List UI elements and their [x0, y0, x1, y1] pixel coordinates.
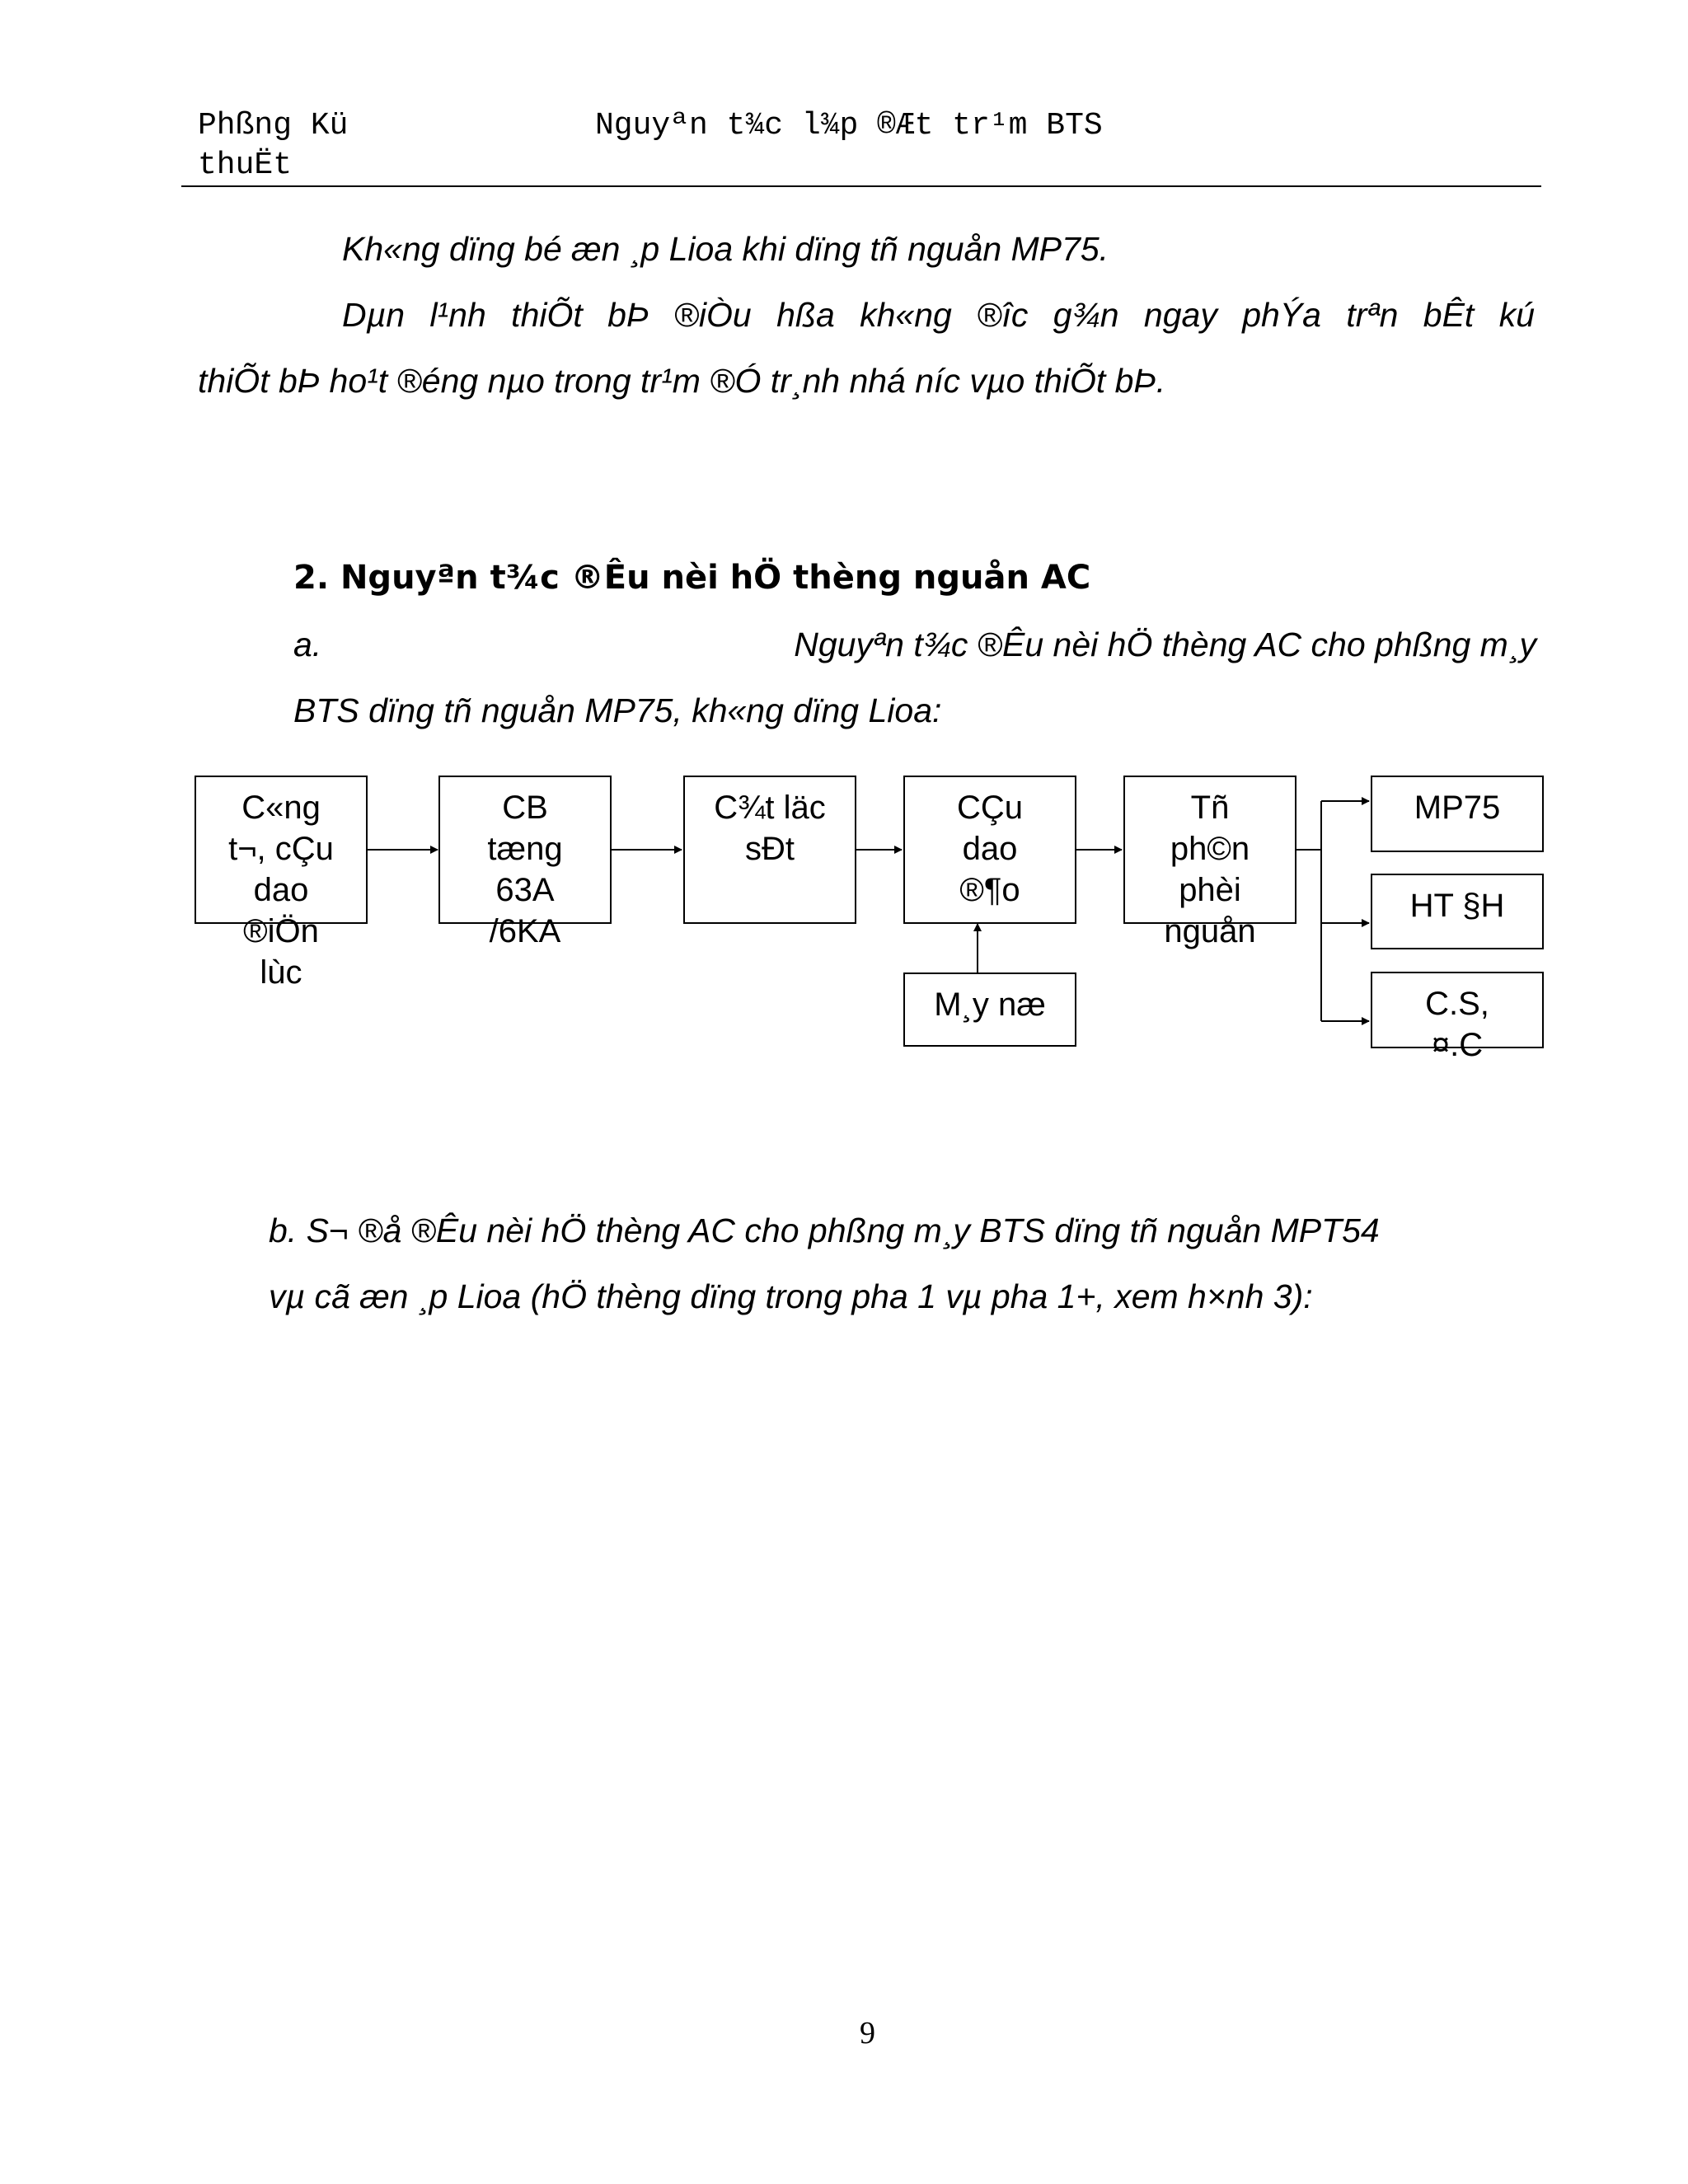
box-mp75-label: MP75: [1414, 790, 1501, 826]
box-generator: [903, 972, 1076, 1047]
box-transfer-switch: [903, 776, 1076, 924]
item-b-line1: b. S¬ ®å ®Êu nèi hÖ thèng AC cho phßng m¸y BTS dïng tñ nguån MPT54: [269, 1212, 1380, 1249]
box-surge-filter: [683, 776, 856, 924]
item-a-text-line1: Nguyªn t¾c ®Êu nèi hÖ thèng AC cho phßng m¸y: [794, 626, 1536, 663]
box-surge-filter-label: C¾t läc sÐt: [714, 790, 826, 867]
box-main-cb-label: CB tæng 63A /6KA: [487, 790, 563, 949]
header-department-line1: Phßng Kü: [198, 108, 349, 143]
box-air-conditioner: [1371, 874, 1544, 949]
box-distribution-cabinet-label: Tñ ph©n phèi nguån: [1164, 790, 1256, 949]
box-generator-label: M¸y næ: [934, 987, 1046, 1023]
intro-line-2: Dµn l¹nh thiÕt bÞ ®iÒu hßa kh«ng ®îc g¾n ngay phÝa trªn bÊt kú: [342, 296, 1535, 334]
section-heading: 2. Nguyªn t¾c ®Êu nèi hÖ thèng nguån AC: [293, 559, 1091, 597]
box-distribution-cabinet: [1123, 776, 1296, 949]
box-meter-breaker: [195, 776, 368, 991]
header-department-line2: thuËt: [198, 148, 293, 183]
header-title: Nguyªn t¾c l¾p ®Æt tr¹m BTS: [595, 108, 1103, 143]
box-mp75: [1371, 776, 1544, 852]
page-number: 9: [860, 2016, 875, 2050]
box-transfer-switch-label: CÇu dao ®¶o: [956, 790, 1024, 908]
box-main-cb: [438, 776, 612, 949]
item-a-text-line2: BTS dïng tñ nguån MP75, kh«ng dïng Lioa:: [293, 691, 942, 729]
box-meter-breaker-label: C«ng t¬, cÇu dao ®iÖn lùc: [228, 790, 334, 991]
item-b-line2: vµ cã æn ¸p Lioa (hÖ thèng dïng trong pha 1 vµ pha 1+, xem h×nh 3):: [269, 1277, 1313, 1315]
box-lighting-sockets: [1371, 972, 1544, 1063]
intro-line-3: thiÕt bÞ ho¹t ®éng nµo trong tr¹m ®Ó tr¸nh nhá níc vµo thiÕt bÞ.: [198, 362, 1166, 400]
item-a-label: a.: [293, 626, 322, 663]
box-air-conditioner-label: HT §H: [1409, 888, 1505, 924]
intro-line-1: Kh«ng dïng bé æn ¸p Lioa khi dïng tñ nguån MP75.: [342, 230, 1109, 268]
box-lighting-sockets-label: C.S, ¤.C: [1425, 986, 1489, 1063]
